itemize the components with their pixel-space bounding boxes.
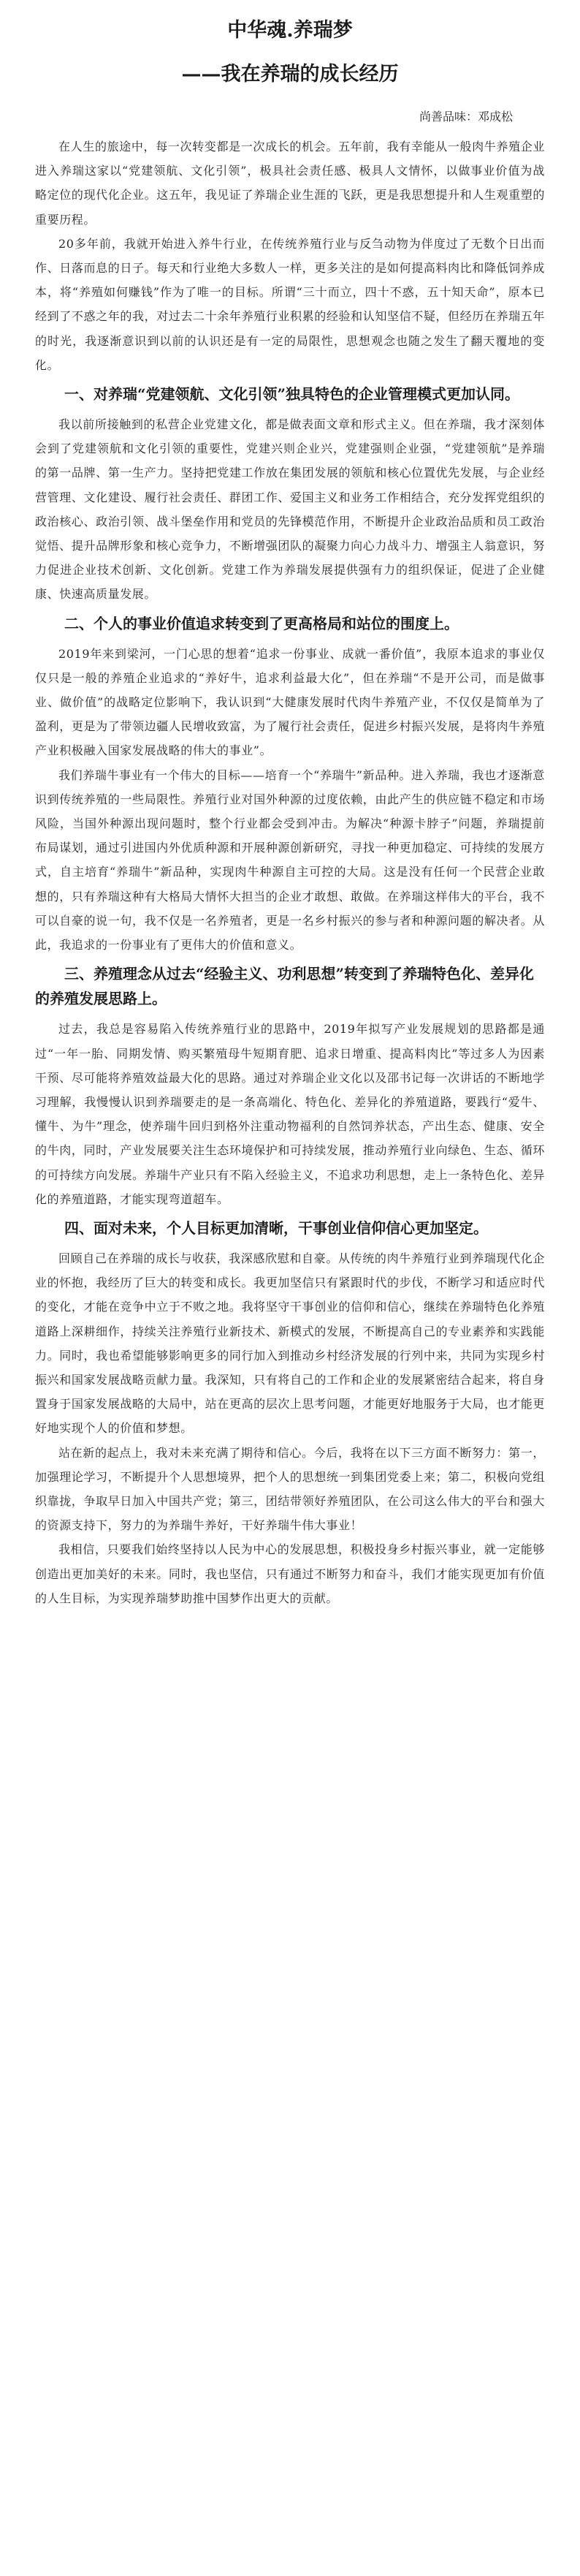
paragraph-4: 2019年来到梁河，一门心思的想着“追求一份事业、成就一番价值”，我原本追求的事业仅仅只是一般的养殖企业追求的“养好牛，追求利益最大化”，但在养瑞“不是开公司，而是做事业、做价值”的战略定位影响下，我认识到“大健康发展时代肉牛养殖产业，不仅仅是简单为了盈利，更是为了带领边疆人民增收致富，为了履行社会责任，促进乡村振兴发展，是将肉牛养殖产业积极融入国家发展战略的伟大的事业”。 — [35, 646, 545, 758]
section-heading-2: 二、个人的事业价值追求转变到了更高格局和站位的围度上。 — [64, 614, 459, 632]
paragraph-3: 我以前所接触到的私营企业党建文化，都是做表面文章和形式主义。但在养瑞，我才深刻体会到了党建领航和文化引领的重要性，党建兴则企业兴，党建强则企业强，“党建领航”是养瑞的第一品牌、第一生产力。坚持把党建工作放在集团发展的领航和核心位置优先发展，与企业经营管理、文化建设、履行社会责任、群团工作、爱国主义和业务工作相结合，充分发挥党组织的政治核心、政治引领、战斗堡垒作用和党员的先锋模范作用，不断提升企业政治品质和员工政治觉悟、提升品牌形象和核心竞争力，不断增强团队的凝聚力向心力战斗力、增强主人翁意识，努力促进企业技术创新、文化创新。党建工作为养瑞发展提供强有力的组织保证，促进了企业健康、快速高质量发展。 — [35, 417, 545, 602]
section-heading-3: 三、养殖理念从过去“经验主义、功利思想”转变到了养瑞特色化、差异化的养殖发展思路上。 — [35, 965, 535, 1008]
section-heading-1: 一、对养瑞“党建领航、文化引领”独具特色的企业管理模式更加认同。 — [64, 385, 520, 404]
section-heading-4: 四、面对未来，个人目标更加清晰，干事创业信仰信心更加坚定。 — [64, 1219, 488, 1237]
paragraph-6: 过去，我总是容易陷入传统养殖行业的思路中，2019年拟写产业发展规划的思路都是通过“一年一胎、同期发情、购买繁殖母牛短期育肥、追求日增重、提高料肉比”等过多人为因素干预、尽可能将养殖效益最大化的思路。通过对养瑞企业文化以及邵书记每一次讲话的不断地学习理解，我慢慢认识到养瑞要走的是一条高端化、特色化、差异化的养殖道路，要践行“爱牛、懂牛、为牛”理念，使养瑞牛回归到格外注重动物福利的自然饲养状态，产出生态、健康、安全的牛肉，同时，产业发展要关注生态环境保护和可持续发展，推动养殖行业向绿色、生态、循环的可持续方向发展。养瑞牛产业只有不陷入经验主义，不追求功利思想，走上一条特色化、差异化的养殖道路，才能实现弯道超车。 — [35, 1022, 545, 1206]
paragraph-8: 站在新的起点上，我对未来充满了期待和信心。今后，我将在以下三方面不断努力：第一，加强理论学习，不断提升个人思想境界，把个人的思想统一到集团党委上来；第二，积极向党组织靠拢，争取早日加入中国共产党；第三，团结带领好养殖团队，在公司这么伟大的平台和强大的资源支持下，努力的为养瑞牛养好，干好养瑞牛伟大事业！ — [35, 1445, 545, 1533]
page-subtitle: ——我在养瑞的成长经历 — [181, 63, 399, 86]
paragraph-7: 回顾自己在养瑞的成长与收获，我深感欣慰和自豪。从传统的肉牛养殖行业到养瑞现代化企业的怀抱，我经历了巨大的转变和成长。我更加坚信只有紧跟时代的步伐，不断学习和适应时代的变化，才能在竞争中立于不败之地。我将坚守干事创业的信仰和信心，继续在养瑞特色化养殖道路上深耕细作，持续关注养殖行业新技术、新模式的发展，不断提高自己的专业素养和实践能力。同时，我也希望能够影响更多的同行加入到推动乡村经济发展的行列中来，共同为实现乡村振兴和国家发展战略贡献力量。我深知，只有将自己的工作和企业的发展紧密结合起来，将自身置身于国家发展战略的大局中，站在更高的层次上思考问题，才能更好地服务于大局，也才能更好地实现个人的价值和梦想。 — [35, 1251, 545, 1436]
paragraph-1: 在人生的旅途中，每一次转变都是一次成长的机会。五年前，我有幸能从一般肉牛养殖企业进入养瑞这家以“党建领航、文化引领”，极具社会责任感、极具人文情怀，以做事业价值为战略定位的现代化企业。这五年，我见证了养瑞企业生涯的飞跃，更是我思想提升和人生观重塑的重要历程。 — [35, 140, 545, 227]
author-line: 尚善品味：邓成松 — [419, 110, 513, 124]
article-body — [35, 135, 545, 1610]
paragraph-5: 我们养瑞牛事业有一个伟大的目标——培育一个“养瑞牛”新品种。进入养瑞，我也才逐渐意识到传统养殖的一些局限性。养殖行业对国外种源的过度依赖，由此产生的供应链不稳定和市场风险，当国外种源出现问题时，整个行业都会受到冲击。为解决“种源卡脖子”问题，养瑞提前布局谋划，通过引进国内外优质种源和开展种源创新研究，寻找一种更加稳定、可持续的发展方式，自主培育“养瑞牛”新品种，实现肉牛种源自主可控的大局。这是没有任何一个民营企业敢想的，只有养瑞这种有大格局大情怀大担当的企业才敢想、敢做。在养瑞这样伟大的平台，我不可以自豪的说一句，我不仅是一名养殖者，更是一名乡村振兴的参与者和种源问题的解决者。从此，我追求的一份事业有了更伟大的价值和意义。 — [35, 768, 545, 952]
page-title: 中华魂.养瑞梦 — [227, 19, 353, 42]
paragraph-2: 20多年前，我就开始进入养牛行业，在传统养殖行业与反刍动物为伴度过了无数个日出而作、日落而息的日子。每天和行业绝大多数人一样，更多关注的是如何提高料肉比和降低饲养成本，将“养殖如何赚钱”作为了唯一的目标。所谓“三十而立，四十不惑，五十知天命”，原本已经到了不惑之年的我，对过去二十余年养殖行业积累的经验和认知坚信不疑，但经历在养瑞五年的时光，我逐渐意识到以前的认识还是有一定的局限性，思想观念也随之发生了翻天覆地的变化。 — [35, 236, 545, 372]
paragraph-9: 我相信，只要我们始终坚持以人民为中心的发展思想，积极投身乡村振兴事业，就一定能够创造出更加美好的未来。同时，我也坚信，只有通过不断努力和奋斗，我们才能实现更加有价值的人生目标，为实现养瑞梦助推中国梦作出更大的贡献。 — [35, 1542, 545, 1605]
